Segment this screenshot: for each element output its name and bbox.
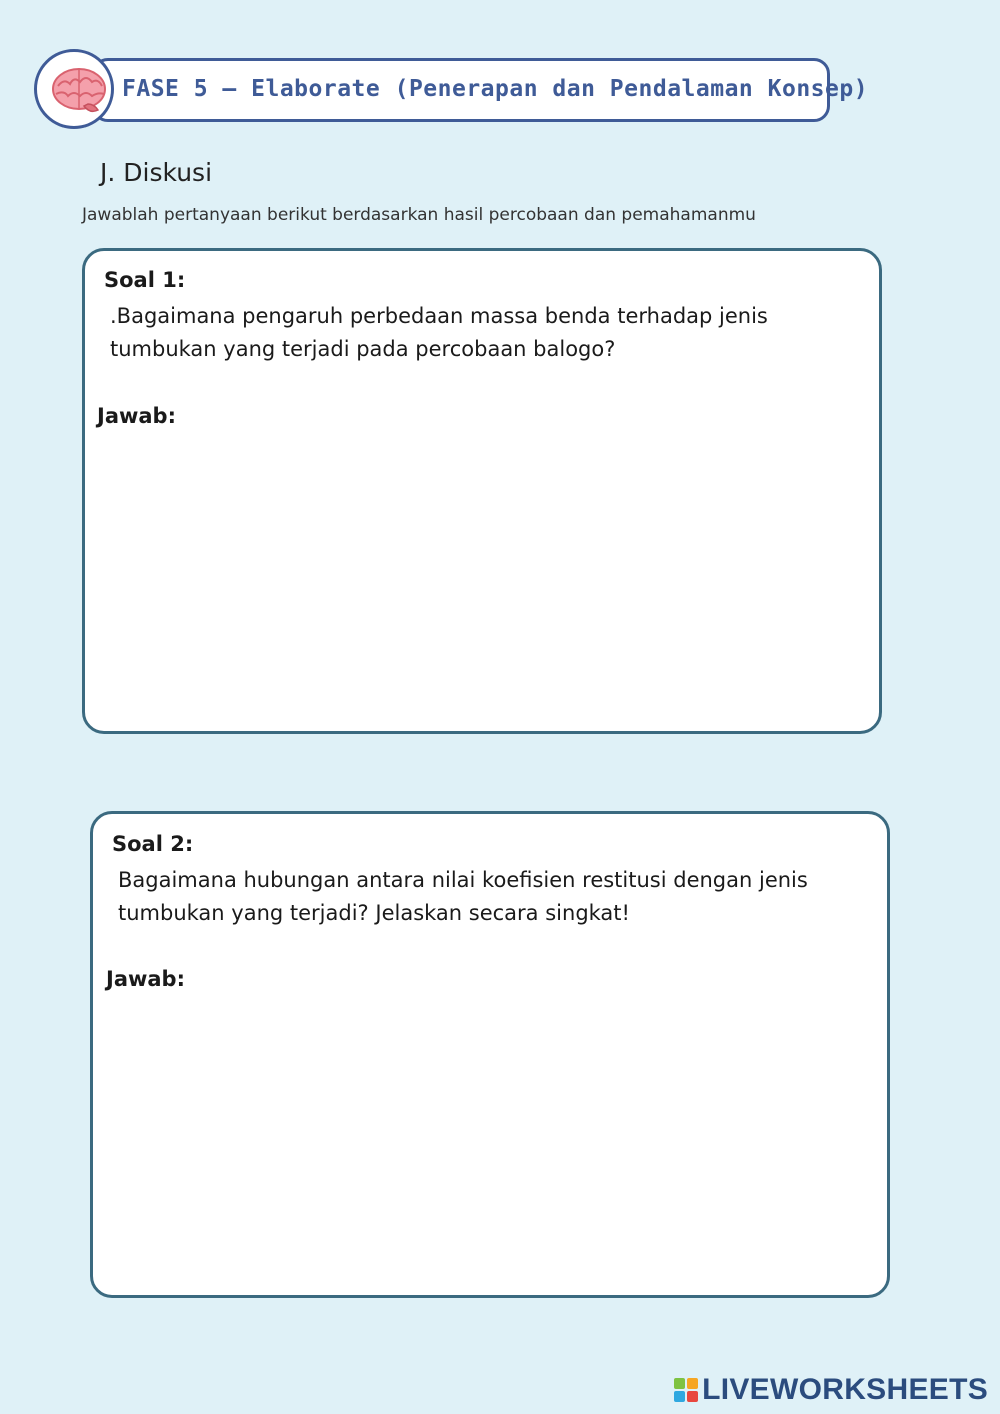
question-2-text-line2: tumbukan yang terjadi? Jelaskan secara singkat! — [118, 901, 630, 925]
question-2-text-line1: Bagaimana hubungan antara nilai koefisien restitusi dengan jenis — [118, 868, 808, 892]
question-1-text-line2: tumbukan yang terjadi pada percobaan balogo? — [110, 337, 616, 361]
question-2-label: Soal 2: — [112, 832, 194, 856]
section-title: J. Diskusi — [100, 158, 213, 187]
footer-brand — [674, 1373, 988, 1407]
question-2-answer-label: Jawab: — [106, 967, 185, 991]
question-1-text-line1: .Bagaimana pengaruh perbedaan massa benda terhadap jenis — [110, 304, 768, 328]
liveworksheets-logo-icon — [674, 1378, 698, 1402]
question-1-label: Soal 1: — [104, 268, 186, 292]
footer-brand-text: LIVEWORKSHEETS — [702, 1373, 988, 1406]
brain-icon — [50, 64, 108, 118]
question-1-answer-label: Jawab: — [97, 404, 176, 428]
phase-title: FASE 5 – Elaborate (Penerapan dan Pendalaman Konsep) — [122, 76, 869, 102]
instructions-text: Jawablah pertanyaan berikut berdasarkan hasil percobaan dan pemahamanmu — [82, 205, 756, 225]
